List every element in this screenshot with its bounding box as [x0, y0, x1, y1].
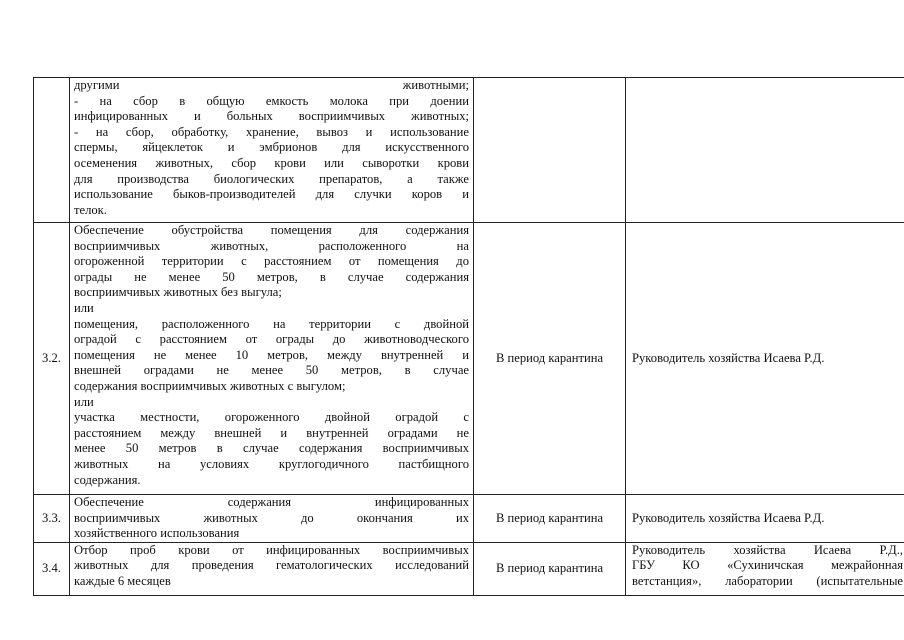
activity-line: восприимчивых животных до окончания их [74, 510, 469, 525]
responsible-cell: Руководитель хозяйства Исаева Р.Д. [626, 223, 904, 495]
responsible-line: ГБУ КО «Сухиничская межрайонная [632, 558, 903, 573]
row-number [34, 78, 70, 223]
activity-line: животных на условиях круглогодичного пастбищного [74, 456, 469, 471]
activity-line: осеменения животных, сбор крови или сыворотки крови [74, 155, 469, 170]
activity-line: животных для проведения гематологических исследований [74, 558, 469, 573]
activity-line: Отбор проб крови от инфицированных восприимчивых [74, 542, 469, 557]
activity-line: использование быков-производителей для случки коров и [74, 187, 469, 202]
activity-line: или [74, 394, 94, 409]
responsible-text [632, 543, 903, 593]
activity-line: - на сбор в общую емкость молока при доении [74, 93, 469, 108]
activity-cell [70, 542, 474, 595]
activity-line: Обеспечение содержания инфицированных [74, 495, 469, 509]
activity-cell [70, 495, 474, 543]
activities-table [33, 77, 904, 596]
term-cell: В период карантина [474, 542, 626, 595]
activity-line: огороженной территории с расстоянием от помещения до [74, 254, 469, 269]
activity-line: каждые 6 месяцев [74, 573, 171, 588]
responsible-cell [626, 542, 904, 595]
table-row [34, 495, 904, 543]
activity-line: другими животными; [74, 78, 469, 92]
term-cell: В период карантина [474, 223, 626, 495]
term-cell [474, 78, 626, 223]
activity-cell [70, 78, 474, 223]
activity-line: менее 50 метров в случае содержания восприимчивых [74, 441, 469, 456]
activity-line: содержания восприимчивых животных с выгулом; [74, 378, 346, 393]
activity-line: хозяйственного использования [74, 526, 240, 541]
activity-line: содержания. [74, 472, 141, 487]
activity-line: Обеспечение обустройства помещения для содержания [74, 223, 469, 237]
activity-line: для производства биологических препаратов, а также [74, 171, 469, 186]
activity-line: восприимчивых животных без выгула; [74, 285, 282, 300]
responsible-cell [626, 78, 904, 223]
term-cell: В период карантина [474, 495, 626, 543]
table-row [34, 542, 904, 595]
activity-line: оградой с расстоянием от ограды до животноводческого [74, 332, 469, 347]
row-number: 3.2. [34, 223, 70, 495]
activity-line: или [74, 300, 94, 315]
activity-line: спермы, яйцеклеток и эмбрионов для искусственного [74, 140, 469, 155]
activity-line: восприимчивых животных, расположенного на [74, 238, 469, 253]
table-row [34, 78, 904, 223]
row-number: 3.4. [34, 542, 70, 595]
activity-line: расстоянием между внешней и внутренней оградами не [74, 425, 469, 440]
activity-line: инфицированных и больных восприимчивых животных; [74, 109, 469, 124]
table-row [34, 223, 904, 495]
activity-line: ограды не менее 50 метров, в случае содержания [74, 269, 469, 284]
responsible-line: ветстанция», лаборатории (испытательные [632, 573, 903, 588]
responsible-line: Руководитель хозяйства Исаева Р.Д., [632, 542, 903, 557]
responsible-cell: Руководитель хозяйства Исаева Р.Д. [626, 495, 904, 543]
activity-line: участка местности, огороженного двойной оградой с [74, 410, 469, 425]
activity-line: помещения, расположенного на территории с двойной [74, 316, 469, 331]
activity-line: помещения не менее 10 метров, между внутренней и [74, 347, 469, 362]
row-number: 3.3. [34, 495, 70, 543]
activity-line: - на сбор, обработку, хранение, вывоз и использование [74, 124, 469, 139]
activity-line: телок. [74, 202, 107, 217]
activity-line: внешней оградами не менее 50 метров, в случае [74, 363, 469, 378]
activity-cell [70, 223, 474, 495]
